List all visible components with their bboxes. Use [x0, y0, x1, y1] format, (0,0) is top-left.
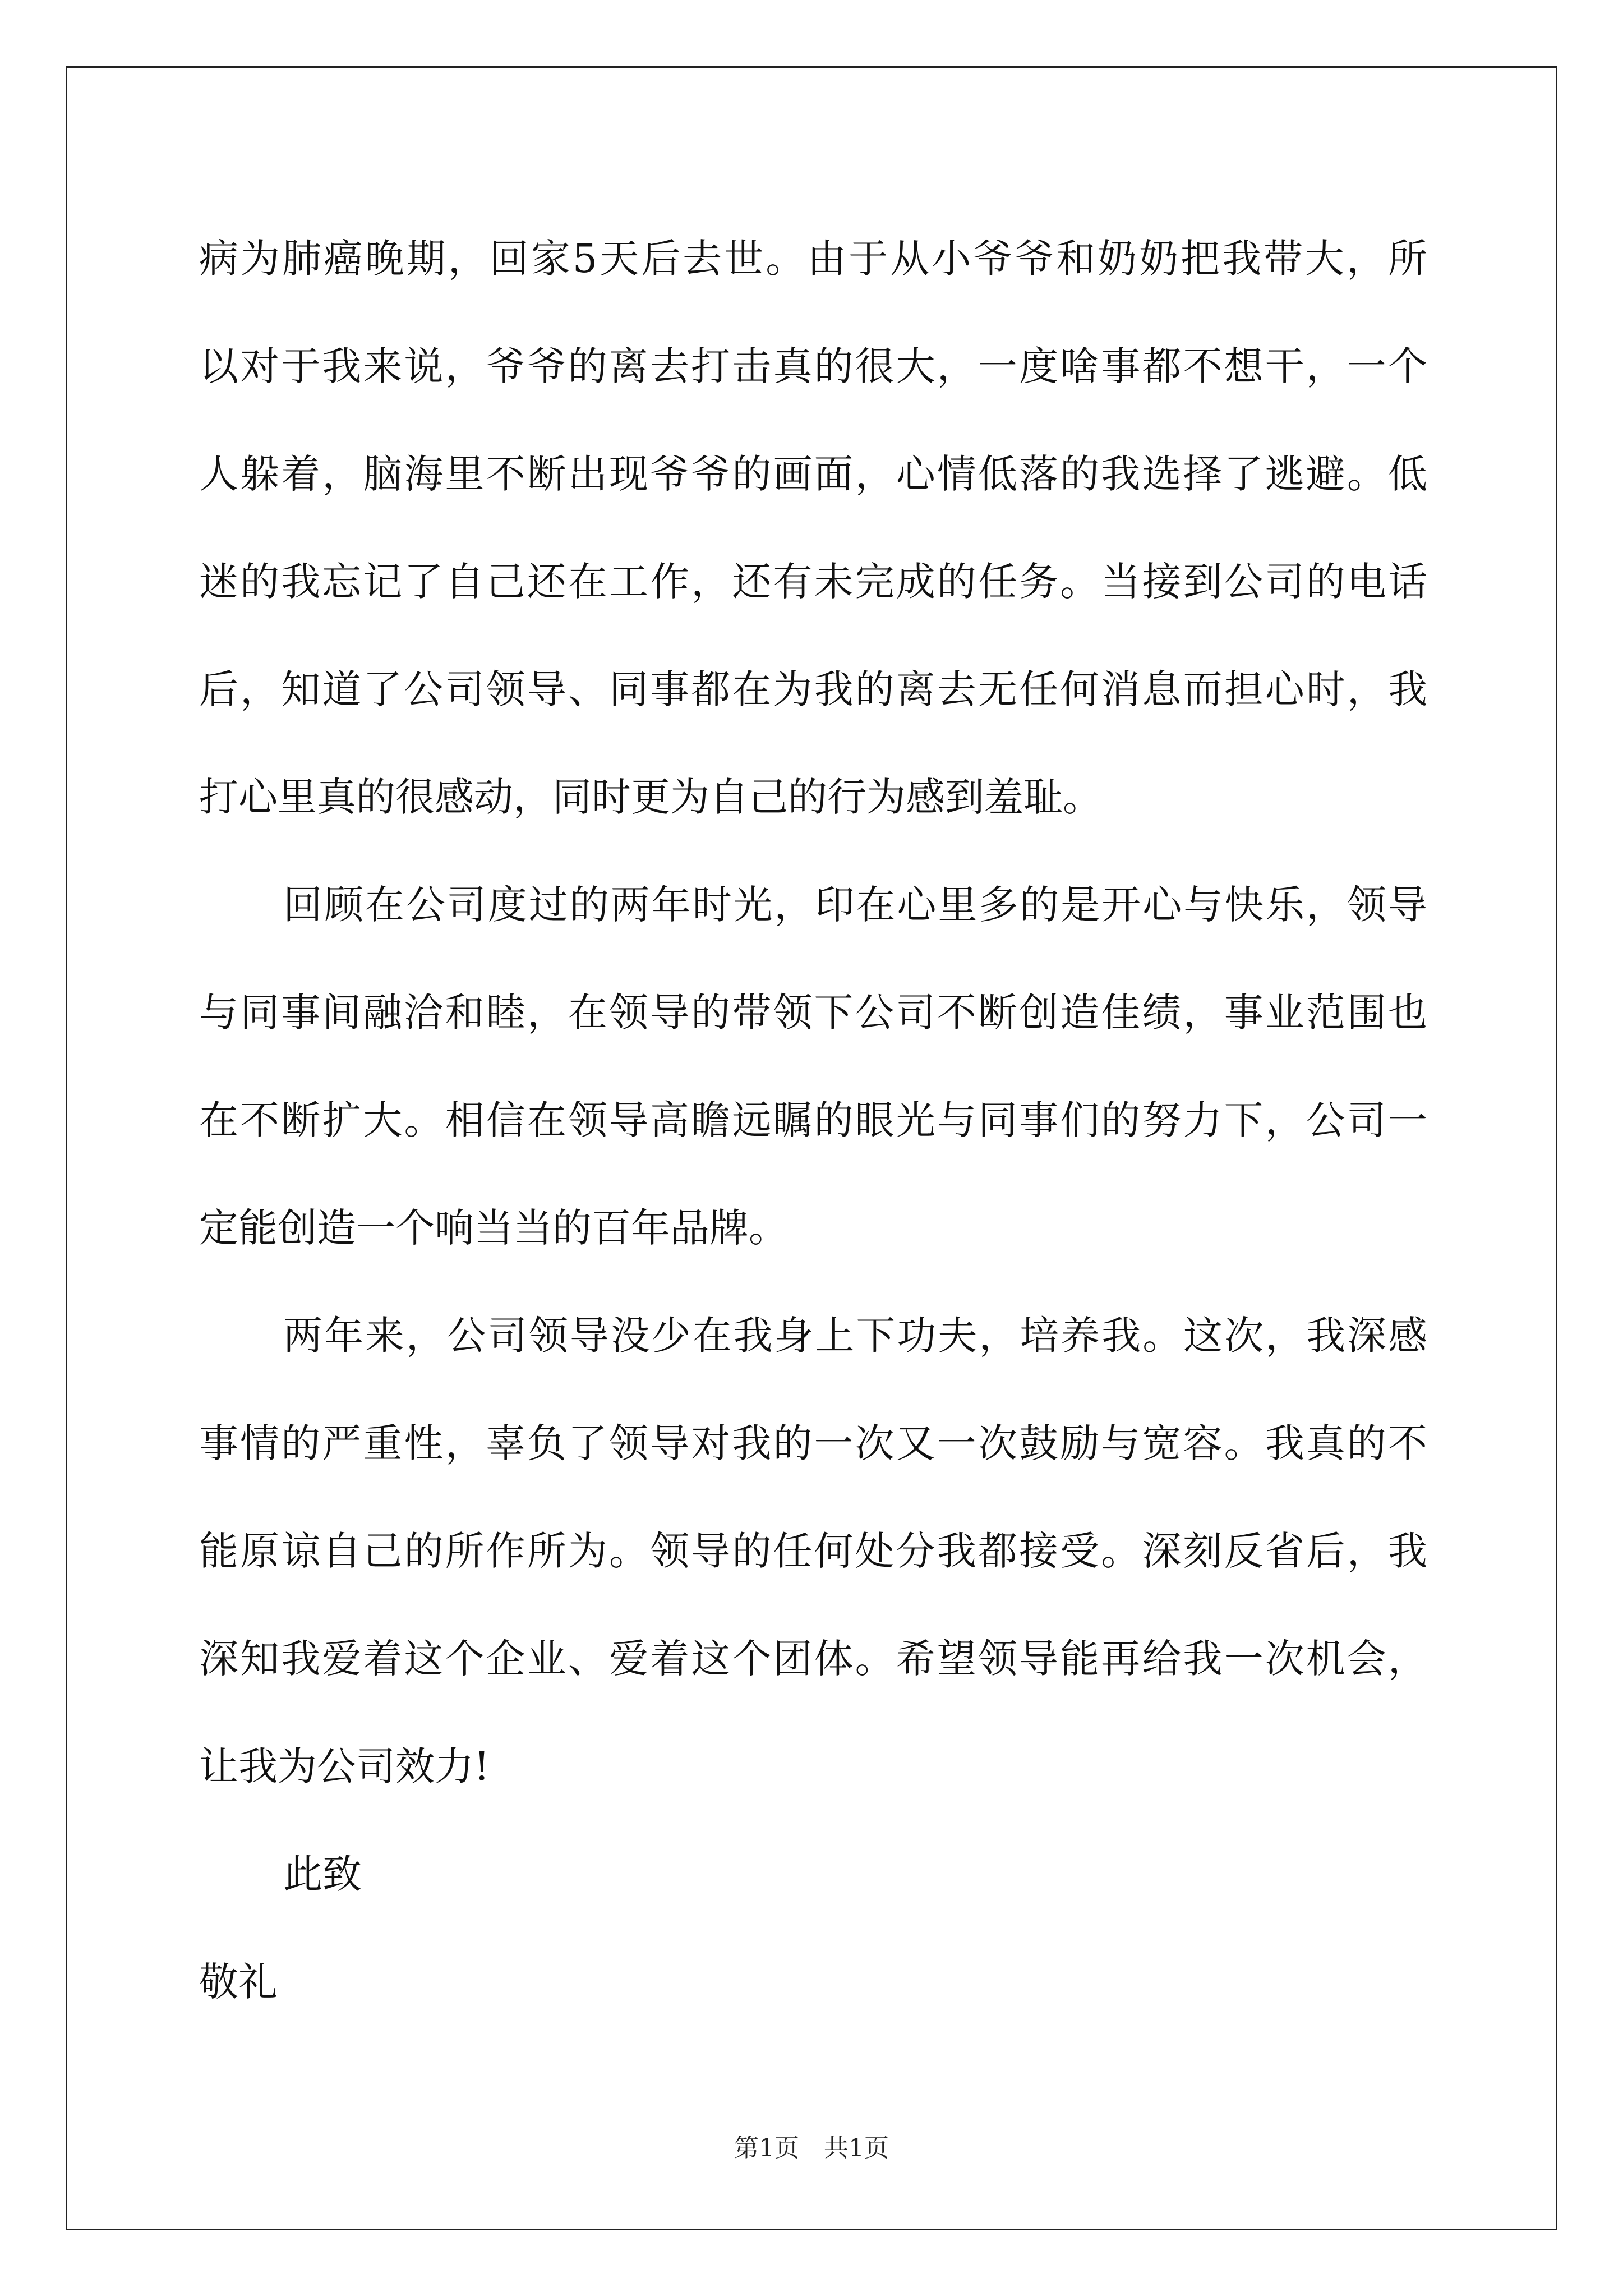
- text-line: 后，知道了公司领导、同事都在为我的离去无任何消息而担心时，我: [199, 666, 1427, 712]
- text-line: 与同事间融洽和睦，在领导的带领下公司不断创造佳绩，事业范围也: [199, 990, 1427, 1036]
- letter-body: [199, 205, 1427, 2036]
- paragraph-3: [199, 1282, 1427, 1820]
- text-line: 回顾在公司度过的两年时光，印在心里多的是开心与快乐，领导: [283, 882, 1427, 928]
- text-line: 人躲着，脑海里不断出现爷爷的画面，心情低落的我选择了逃避。低: [199, 451, 1427, 497]
- closing-regards: 敬礼: [199, 1959, 278, 2005]
- closing-salutation: 此致: [283, 1851, 362, 1897]
- text-line: 能原谅自己的所作所为。领导的任何处分我都接受。深刻反省后，我: [199, 1528, 1427, 1574]
- text-line: 深知我爱着这个企业、爱着这个团体。希望领导能再给我一次机会，: [199, 1636, 1427, 1682]
- paragraph-2: [199, 851, 1427, 1282]
- text-line: 迷的我忘记了自己还在工作，还有未完成的任务。当接到公司的电话: [199, 559, 1427, 605]
- text-line: 病为肺癌晚期，回家5天后去世。由于从小爷爷和奶奶把我带大，所: [199, 236, 1427, 282]
- text-line: 两年来，公司领导没少在我身上下功夫，培养我。这次，我深感: [283, 1313, 1427, 1359]
- paragraph-1: [199, 205, 1427, 851]
- text-line: 在不断扩大。相信在领导高瞻远瞩的眼光与同事们的努力下，公司一: [199, 1097, 1427, 1143]
- text-line: 以对于我来说，爷爷的离去打击真的很大，一度啥事都不想干，一个: [199, 343, 1427, 389]
- text-line: 定能创造一个响当当的百年品牌。: [199, 1205, 788, 1251]
- page-number-footer: 第1页 共1页: [734, 2134, 889, 2162]
- text-line: 事情的严重性，辜负了领导对我的一次又一次鼓励与宽容。我真的不: [199, 1420, 1427, 1466]
- text-line: 打心里真的很感动，同时更为自己的行为感到羞耻。: [199, 774, 1102, 820]
- text-line: 让我为公司效力!: [199, 1743, 490, 1789]
